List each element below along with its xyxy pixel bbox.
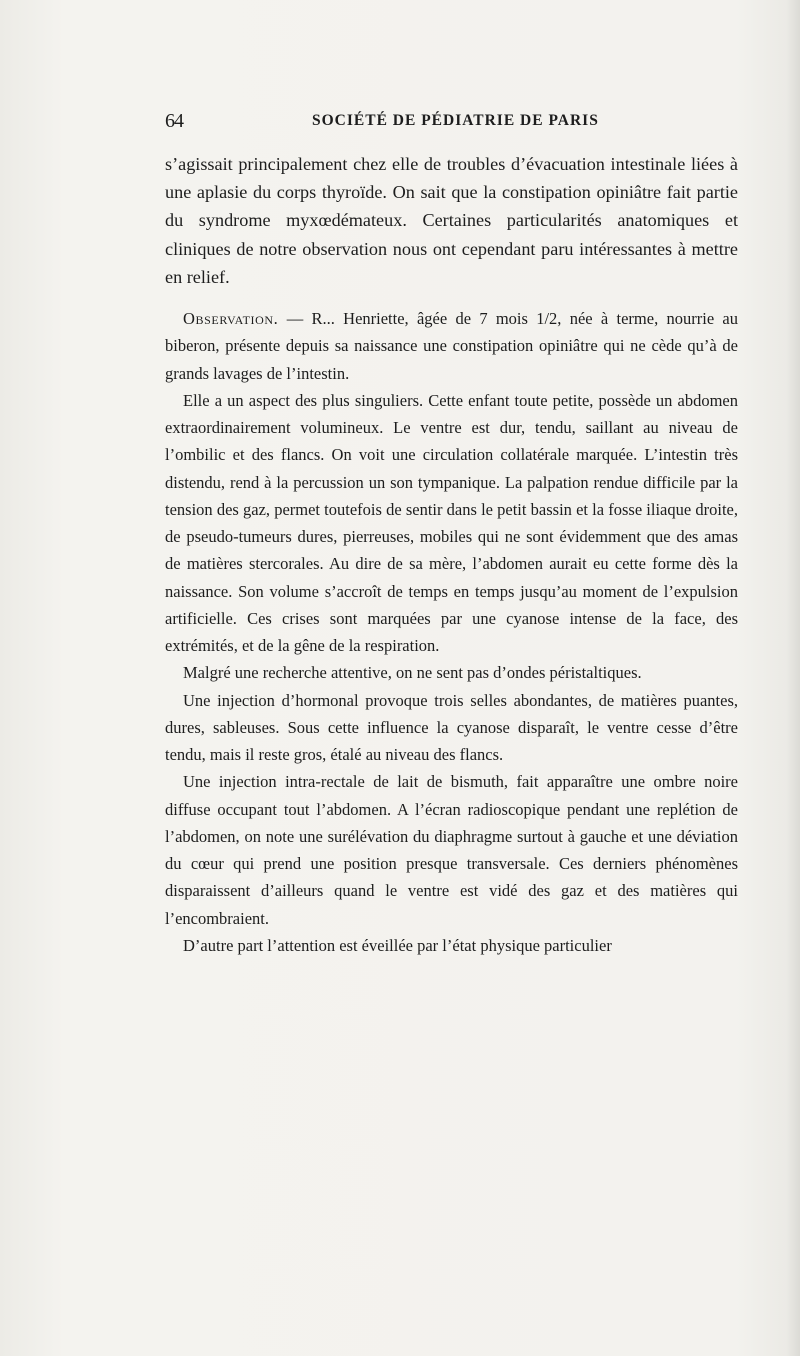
peristaltic-paragraph: Malgré une recherche attentive, on ne sent pas d’ondes péristaltiques. (183, 663, 642, 683)
closing-paragraph: D’autre part l’attention est éveillée par l’état physique particulier (183, 935, 612, 955)
page-edge-shadow (786, 0, 800, 1356)
hormonal-injection-paragraph: Une injection d’hormonal provoque trois selles abondantes, de matières puantes, dures, sableuses. Sous cette influence la cyanose disparaît, le ventre cesse d’être tendu, mais il reste gros, étalé au niveau des flancs. (165, 690, 738, 765)
bismuth-injection-paragraph: Une injection intra-rectale de lait de bismuth, fait apparaître une ombre noire diffuse occupant tout l’abdomen. A l’écran radioscopique pendant une replétion de l’abdomen, on note une surélévation du diaphragme surtout à gauche et une déviation du cœur qui prend une position presque transversale. Ces derniers phénomènes disparaissent d’ailleurs quand le ventre est vidé des gaz et des matières qui l’encombraient. (165, 772, 738, 928)
observation-paragraph (165, 305, 738, 387)
observation-label: Observation. (183, 309, 279, 329)
intro-paragraph: s’agissait principalement chez elle de troubles d’évacuation intestinale liées à une aplasie du corps thyroïde. On sait que la constipation opiniâtre fait partie du syndrome myxœdémateux. Certaines particularités anatomiques et cliniques de notre observation nous ont cependant paru intéressantes à mettre en relief. (165, 154, 738, 287)
page-header (165, 108, 738, 134)
aspect-paragraph: Elle a un aspect des plus singuliers. Cette enfant toute petite, possède un abdomen extraordinairement volumineux. Le ventre est dur, tendu, saillant au niveau de l’ombilic et des flancs. On voit une circulation collatérale marquée. L’intestin très distendu, rend à la percussion un son tympanique. La palpation rendue difficile par la tension des gaz, permet toutefois de sentir dans le petit bassin et la fosse iliaque droite, de pseudo-tumeurs dures, pierreuses, mobiles qui ne sont évidemment que des amas de matières stercorales. Au dire de sa mère, l’abdomen aurait eu cette forme dès la naissance. Son volume s’accroît de temps en temps jusqu’au moment de l’expulsion artificielle. Ces crises sont marquées par une cyanose intense de la face, des extrémités, et de la gêne de la respiration. (165, 390, 738, 656)
running-title: SOCIÉTÉ DE PÉDIATRIE DE PARIS (312, 112, 599, 129)
body-text (165, 150, 738, 1260)
observation-text: — R... Henriette, âgée de 7 mois 1/2, née à terme, nourrie au biberon, présente depuis sa naissance une constipation opiniâtre qui ne cède qu’à de grands lavages de l’intestin. (165, 309, 738, 383)
page-number: 64 (165, 110, 183, 132)
